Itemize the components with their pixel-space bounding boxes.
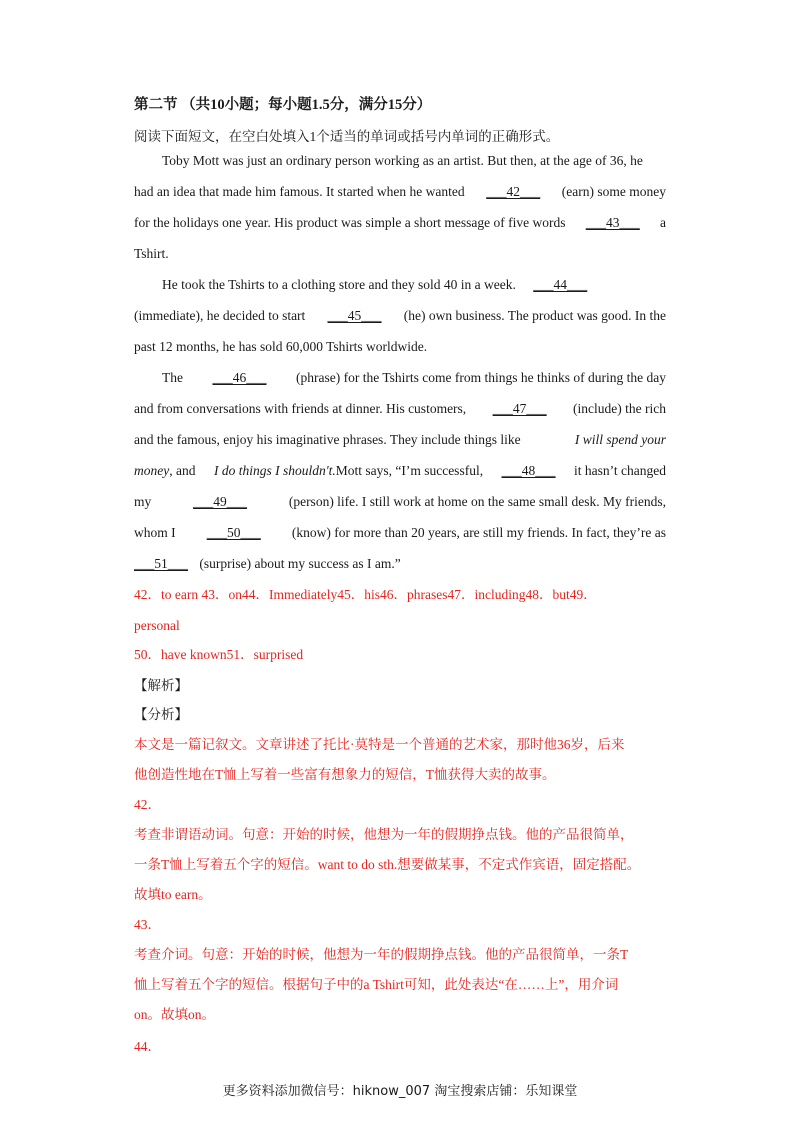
passage-text: had an idea that made him famous. It started when he wanted bbox=[134, 184, 465, 199]
analysis-line: 他创造性地在T恤上写着一些富有想象力的短信，T恤获得大卖的故事。 bbox=[134, 767, 556, 782]
answer-line: personal bbox=[134, 618, 180, 633]
answer-line: 42．to earn 43．on44．Immediately45．his46．phrases47．including48．but49． bbox=[134, 587, 597, 602]
passage-text: Mott says, “I’m successful, bbox=[335, 463, 484, 478]
passage-line bbox=[134, 276, 666, 294]
passage-text: (earn) some money bbox=[561, 184, 666, 199]
blank-47: ___47___ bbox=[492, 401, 547, 416]
passage-text bbox=[134, 462, 195, 480]
blank-49: ___49___ bbox=[193, 494, 248, 509]
passage-line bbox=[134, 555, 666, 573]
passage-text: (surprise) about my success as I am.” bbox=[199, 556, 401, 571]
passage-text: whom I bbox=[134, 525, 176, 540]
answer-line: 50．have known51．surprised bbox=[134, 647, 304, 662]
passage-line: Tshirt. bbox=[134, 246, 169, 261]
blank-50: ___50___ bbox=[206, 525, 261, 540]
analysis-line: 考查介词。句意：开始的时候，他想为一年的假期挣点钱。他的产品很简单，一条T bbox=[134, 947, 629, 962]
passage-line bbox=[134, 307, 666, 325]
passage-text: (he) own business. The product was good. In the bbox=[403, 308, 666, 323]
passage-line bbox=[134, 400, 666, 418]
passage-text: He took the Tshirts to a clothing store and they sold 40 in a week. bbox=[162, 277, 516, 292]
passage-text: for the holidays one year. His product was simple a short message of five words bbox=[134, 215, 566, 230]
blank-48: ___48___ bbox=[501, 463, 556, 478]
passage-text: (know) for more than 20 years, are still my friends. In fact, they’re as bbox=[291, 525, 666, 540]
blank-43: ___43___ bbox=[585, 215, 640, 230]
passage-text: and from conversations with friends at dinner. His customers, bbox=[134, 401, 467, 416]
analysis-line: 考查非谓语动词。句意：开始的时候，他想为一年的假期挣点钱。他的产品很简单， bbox=[134, 827, 634, 842]
page-footer: 更多资料添加微信号：hiknow_007 淘宝搜索店铺：乐知课堂 bbox=[222, 1084, 578, 1099]
analysis-line: 恤上写着五个字的短信。根据句子中的a Tshirt可知，此处表达“在……上”，用介词 bbox=[134, 977, 619, 992]
passage-line bbox=[134, 493, 666, 511]
passage-italic: money bbox=[134, 463, 170, 478]
analysis-line: on。故填on。 bbox=[134, 1007, 215, 1022]
passage-text: it hasn’t changed bbox=[574, 463, 666, 478]
passage-text: and the famous, enjoy his imaginative phrases. They include things like bbox=[134, 432, 521, 447]
passage-text: , and bbox=[169, 463, 196, 478]
section-title: 第二节 （共10小题；每小题1.5分，满分15分） bbox=[134, 97, 432, 113]
analysis-line: 故填to earn。 bbox=[134, 887, 212, 902]
passage-line bbox=[134, 369, 666, 387]
passage-italic: I do things I shouldn't. bbox=[213, 463, 336, 478]
analysis-line: 一条T恤上写着五个字的短信。want to do sth.想要做某事，不定式作宾语，固定搭配。 bbox=[134, 857, 641, 872]
passage-line bbox=[134, 431, 666, 449]
passage-line: past 12 months, he has sold 60,000 Tshirts worldwide. bbox=[134, 339, 428, 354]
question-number-43: 43． bbox=[134, 917, 161, 932]
passage-text: (include) the rich bbox=[573, 401, 666, 416]
passage-text: my bbox=[134, 494, 152, 509]
passage-text: a bbox=[660, 215, 666, 230]
blank-44: ___44___ bbox=[533, 277, 588, 292]
passage-line bbox=[134, 524, 666, 542]
blank-42: ___42___ bbox=[486, 184, 541, 199]
passage-line bbox=[134, 214, 666, 232]
blank-51: ___51___ bbox=[134, 556, 188, 571]
passage-line: Toby Mott was just an ordinary person working as an artist. But then, at the age of 36, he bbox=[162, 153, 643, 168]
question-number-44: 44． bbox=[134, 1039, 161, 1054]
passage-text: (phrase) for the Tshirts come from things he thinks of during the day bbox=[296, 370, 666, 385]
jiexi-heading: 【解析】 bbox=[134, 678, 188, 693]
analysis-line: 本文是一篇记叙文。文章讲述了托比·莫特是一个普通的艺术家，那时他36岁，后来 bbox=[134, 737, 625, 752]
passage-italic: I will spend your bbox=[574, 432, 666, 447]
section-instruction: 阅读下面短文，在空白处填入1个适当的单词或括号内单词的正确形式。 bbox=[134, 129, 560, 144]
blank-46: ___46___ bbox=[212, 370, 267, 385]
blank-45: ___45___ bbox=[327, 308, 382, 323]
passage-text bbox=[214, 462, 483, 480]
passage-text: (person) life. I still work at home on the same small desk. My friends, bbox=[288, 494, 666, 509]
passage-line bbox=[134, 183, 666, 201]
passage-text: The bbox=[162, 370, 183, 385]
question-number-42: 42． bbox=[134, 797, 161, 812]
fenxi-heading: 【分析】 bbox=[134, 707, 188, 722]
passage-line bbox=[134, 462, 666, 480]
passage-text: (immediate), he decided to start bbox=[134, 308, 306, 323]
